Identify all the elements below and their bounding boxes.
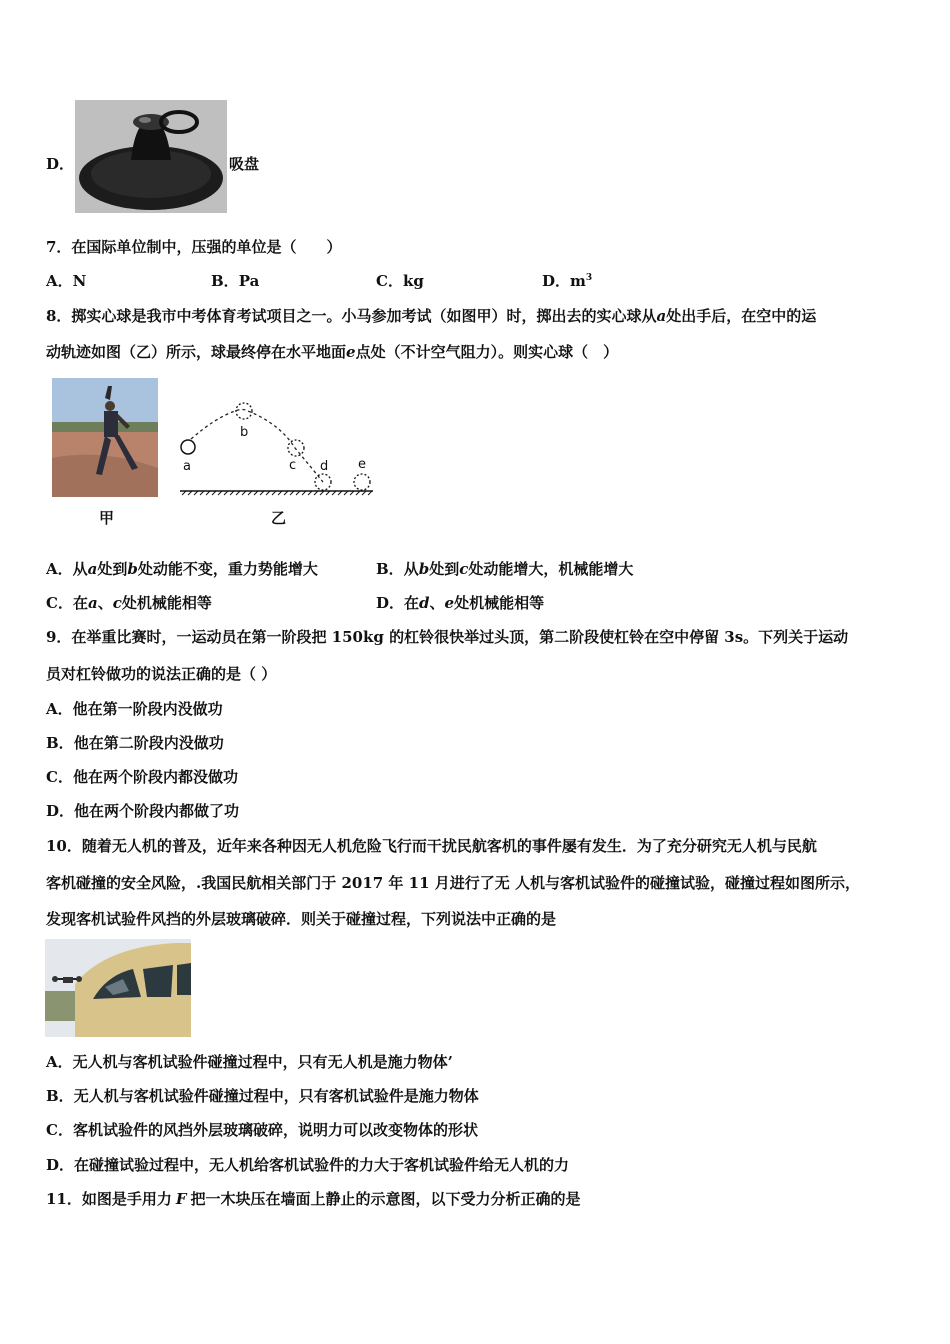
q9-option-c: C．他在两个阶段内都没做功: [46, 768, 238, 786]
q11-stem: 11．如图是手用力 F 把一木块压在墙面上静止的示意图，以下受力分析正确的是: [46, 1190, 581, 1208]
q10-option-b: B．无人机与客机试验件碰撞过程中，只有客机试验件是施力物体: [46, 1087, 479, 1105]
figure-jia-label: 甲: [99, 509, 115, 527]
q7-stem: 7．在国际单位制中，压强的单位是（ ）: [46, 238, 342, 256]
q7-option-c: C．kg: [376, 272, 424, 290]
shot-put-photo: [52, 378, 158, 497]
q10-stem-line3: 发现客机试验件风挡的外层玻璃破碎．则关于碰撞过程，下列说法中正确的是: [46, 910, 557, 928]
q7-option-b: B．Pa: [211, 272, 260, 290]
q8-option-c: C．在a、c处机械能相等: [46, 594, 212, 612]
q6-option-d-label: D．: [46, 155, 75, 173]
q9-option-d: D．他在两个阶段内都做了功: [46, 802, 240, 820]
q7-option-d: D．$m^3$: [542, 272, 593, 290]
figure-yi-label: 乙: [271, 509, 287, 527]
q8-option-d: D．在d、e处机械能相等: [376, 594, 545, 612]
q10-stem-line1: 10．随着无人机的普及，近年来各种因无人机危险飞行而干扰民航客机的事件屡有发生．为了充分研究无人机与民航: [46, 837, 817, 855]
q8-stem-line1: 8．掷实心球是我市中考体育考试项目之一。小马参加考试（如图甲）时，掷出去的实心球从a处出手后，在空中的运: [46, 307, 817, 325]
point-b-label: b: [240, 425, 249, 440]
q8-option-b: B．从b处到c处动能增大，机械能增大: [376, 560, 634, 578]
q9-option-a: A．他在第一阶段内没做功: [46, 700, 223, 718]
point-e-label: e: [358, 457, 366, 472]
q10-stem-line2: 客机碰撞的安全风险，.我国民航相关部门于 2017 年 11 月进行了无 人机与客机试验件的碰撞试验，碰撞过程如图所示，: [46, 874, 860, 892]
q7-option-a: A．N: [46, 272, 87, 290]
suction-cup-photo: [75, 100, 227, 213]
q9-option-b: B．他在第二阶段内没做功: [46, 734, 224, 752]
point-c-label: c: [289, 458, 297, 473]
q8-stem-line2: 动轨迹如图（乙）所示，球最终停在水平地面e点处（不计空气阻力）。则实心球（ ）: [46, 343, 619, 361]
q9-stem-line2: 员对杠铃做功的说法正确的是（ ）: [46, 665, 277, 683]
q10-option-a: A．无人机与客机试验件碰撞过程中，只有无人机是施力物体’: [46, 1053, 453, 1071]
q10-option-d: D．在碰撞试验过程中，无人机给客机试验件的力大于客机试验件给无人机的力: [46, 1156, 570, 1174]
point-a-label: a: [183, 459, 191, 474]
trajectory-diagram: [175, 396, 377, 500]
point-d-label: d: [320, 459, 329, 474]
drone-collision-photo: [45, 939, 191, 1037]
q8-option-a: A．从a处到b处动能不变，重力势能增大: [46, 560, 318, 578]
q6-option-d-text: 吸盘: [229, 155, 260, 173]
q10-option-c: C．客机试验件的风挡外层玻璃破碎，说明力可以改变物体的形状: [46, 1121, 478, 1139]
q9-stem-line1: 9．在举重比赛时，一运动员在第一阶段把 150kg 的杠铃很快举过头顶，第二阶段使杠铃在空中停留 3s。下列关于运动: [46, 628, 849, 646]
